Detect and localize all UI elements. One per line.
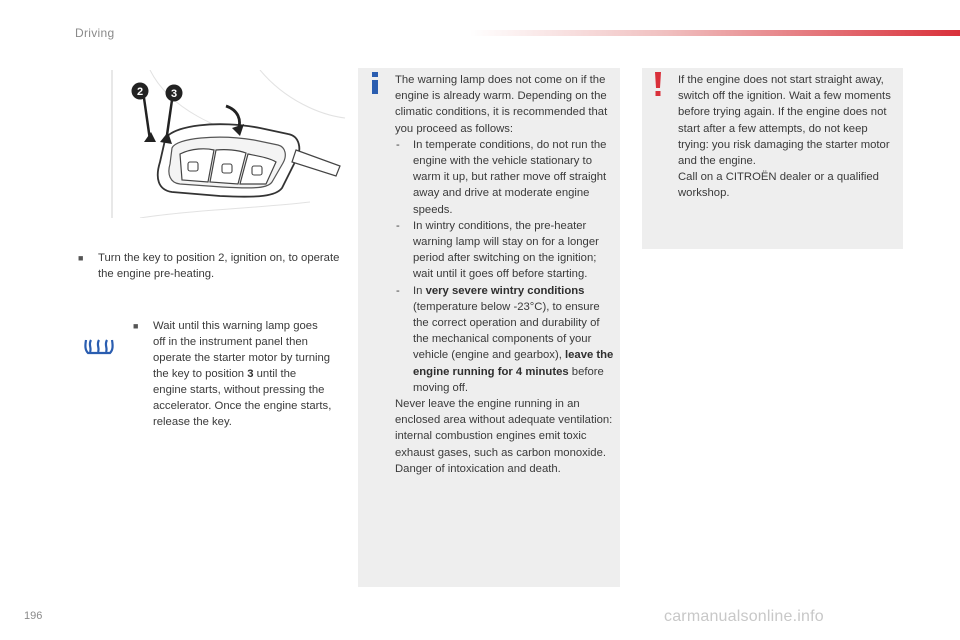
step-text-after: until the engine starts, without pressing the accelerator. Once the engine starts, release the key. [153, 368, 332, 428]
info-text [395, 72, 617, 477]
warning-dealer: Call on a CITROËN dealer or a qualified workshop. [678, 171, 879, 200]
section-title: Driving [75, 26, 115, 40]
list-dash: - [396, 284, 400, 297]
warning-icon [653, 72, 663, 96]
info-item-severe-end: before moving off. [413, 365, 604, 394]
preheat-warning-icon [82, 336, 116, 356]
info-list-item [395, 137, 617, 218]
info-intro: The warning lamp does not come on if the engine is already warm. Depending on the climatic conditions, it is recommended that you proceed as follows: [395, 74, 608, 135]
warning-text [678, 72, 900, 202]
info-item-severe-bold: very severe wintry conditions [425, 284, 585, 297]
info-list-item [395, 218, 617, 283]
list-dash: - [396, 138, 400, 151]
key-position-3: 3 [247, 368, 254, 380]
step-text [133, 318, 333, 430]
header-accent-bar [470, 30, 960, 36]
list-dash: - [396, 219, 400, 232]
info-item-severe-in: In [413, 284, 426, 297]
step-text: Turn the key to position 2, ignition on, to operate the engine pre-heating. [98, 252, 340, 280]
step-turn-key [78, 250, 348, 282]
info-icon [370, 72, 380, 94]
info-item-temperate: In temperate conditions, do not run the engine with the vehicle stationary to warm it up, but rather move off straight away and drive at moderate engine speeds. [413, 138, 607, 216]
callout-2-label: 2 [136, 86, 144, 98]
info-item-severe-mid: (temperature below -23°C), to ensure the correct operation and durability of the mechanical components of your vehicle (engine and gearbox), [413, 300, 600, 362]
step-text-before: Wait until this warning lamp goes off in the instrument panel then operate the starter motor by turning the key to position [153, 320, 331, 380]
step-bullet: ■ [78, 253, 84, 263]
info-list-item [395, 283, 617, 396]
page-number: 196 [24, 610, 43, 622]
info-closing: Never leave the engine running in an enclosed area without adequate ventilation: internal combustion engines emit toxic exhaust gases, such as carbon monoxide. Danger of intoxication and death. [395, 398, 613, 475]
watermark: carmanualsonline.info [664, 608, 824, 625]
key-ignition-illustration [110, 70, 350, 218]
info-item-leave-running: leave the engine running for 4 minutes [413, 349, 614, 378]
info-item-wintry: In wintry conditions, the pre-heater warning lamp will stay on for a longer period after switching on the ignition; wait until it goes off before starting. [413, 219, 599, 281]
step-bullet: ■ [133, 321, 139, 331]
step-wait-lamp [133, 318, 333, 430]
callout-3-label: 3 [170, 88, 178, 100]
warning-body: If the engine does not start straight away, switch off the ignition. Wait a few moments before trying again. If the engine does not start after a few attempts, do not keep trying: you risk damaging the starter motor and the engine. [678, 74, 891, 168]
